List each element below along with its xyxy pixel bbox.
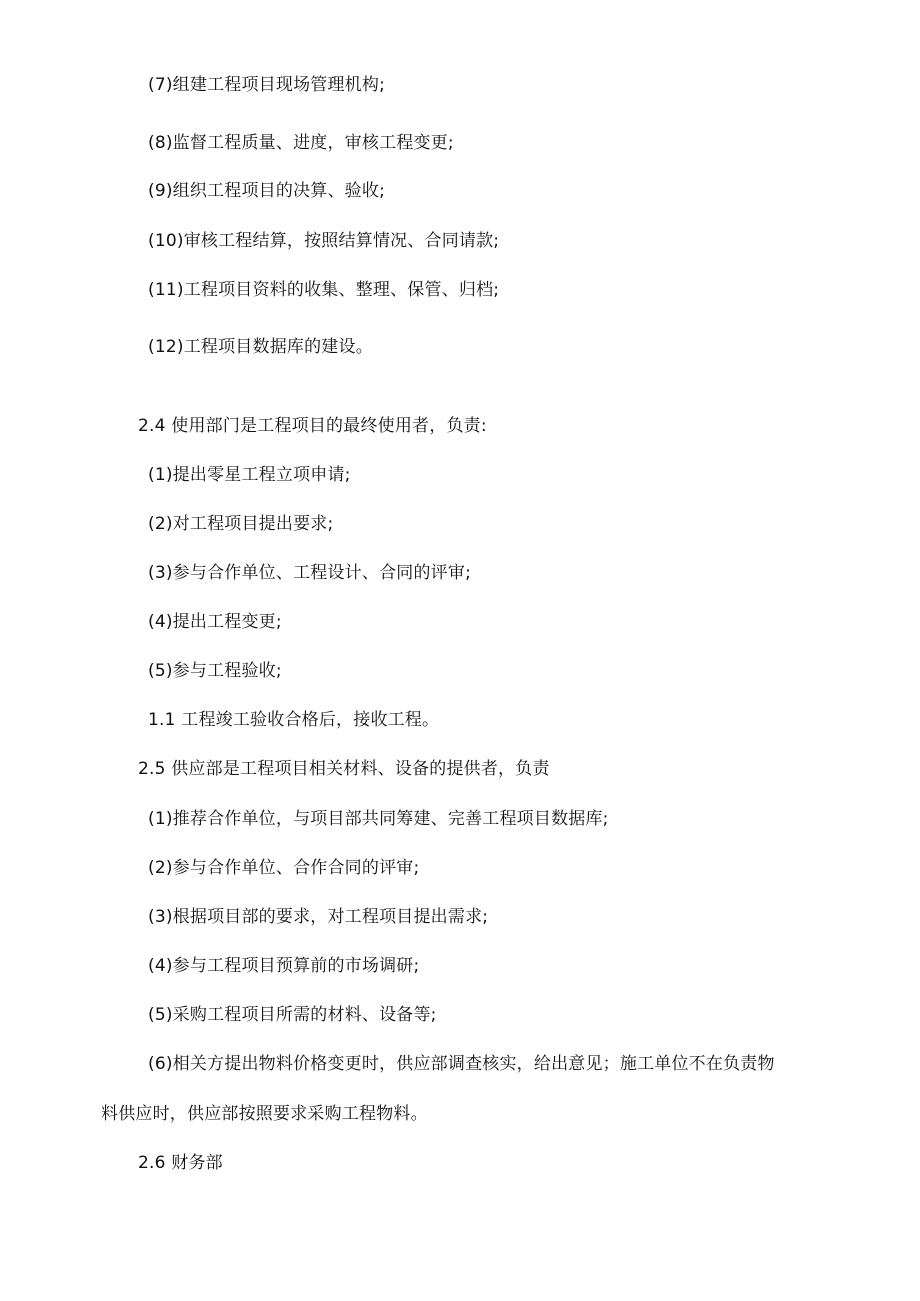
supply-dept-item-6-continued: 料供应时，供应部按照要求采购工程物料。 (101, 1104, 428, 1124)
user-dept-item-1: (1)提出零星工程立项申请; (148, 465, 351, 485)
duty-item-10: (10)审核工程结算，按照结算情况、合同请款; (148, 231, 500, 251)
supply-dept-item-6: (6)相关方提出物料价格变更时，供应部调查核实，给出意见；施工单位不在负责物 (148, 1054, 775, 1074)
supply-dept-item-2: (2)参与合作单位、合作合同的评审; (148, 858, 420, 878)
section-heading-2-4: 2.4 使用部门是工程项目的最终使用者，负责: (138, 416, 487, 436)
user-dept-item-1-1: 1.1 工程竣工验收合格后，接收工程。 (148, 710, 440, 730)
section-heading-2-5: 2.5 供应部是工程项目相关材料、设备的提供者，负责 (138, 759, 550, 779)
user-dept-item-3: (3)参与合作单位、工程设计、合同的评审; (148, 563, 472, 583)
supply-dept-item-5: (5)采购工程项目所需的材料、设备等; (148, 1005, 437, 1025)
duty-item-12: (12)工程项目数据库的建设。 (148, 337, 373, 357)
duty-item-11: (11)工程项目资料的收集、整理、保管、归档; (148, 280, 500, 300)
supply-dept-item-4: (4)参与工程项目预算前的市场调研; (148, 956, 420, 976)
supply-dept-item-3: (3)根据项目部的要求，对工程项目提出需求; (148, 907, 489, 927)
duty-item-9: (9)组织工程项目的决算、验收; (148, 181, 386, 201)
user-dept-item-5: (5)参与工程验收; (148, 661, 282, 681)
user-dept-item-2: (2)对工程项目提出要求; (148, 514, 334, 534)
section-heading-2-6: 2.6 财务部 (138, 1153, 223, 1173)
duty-item-7: (7)组建工程项目现场管理机构; (148, 75, 386, 95)
supply-dept-item-1: (1)推荐合作单位，与项目部共同筹建、完善工程项目数据库; (148, 809, 609, 829)
user-dept-item-4: (4)提出工程变更; (148, 612, 282, 632)
duty-item-8: (8)监督工程质量、进度，审核工程变更; (148, 133, 454, 153)
